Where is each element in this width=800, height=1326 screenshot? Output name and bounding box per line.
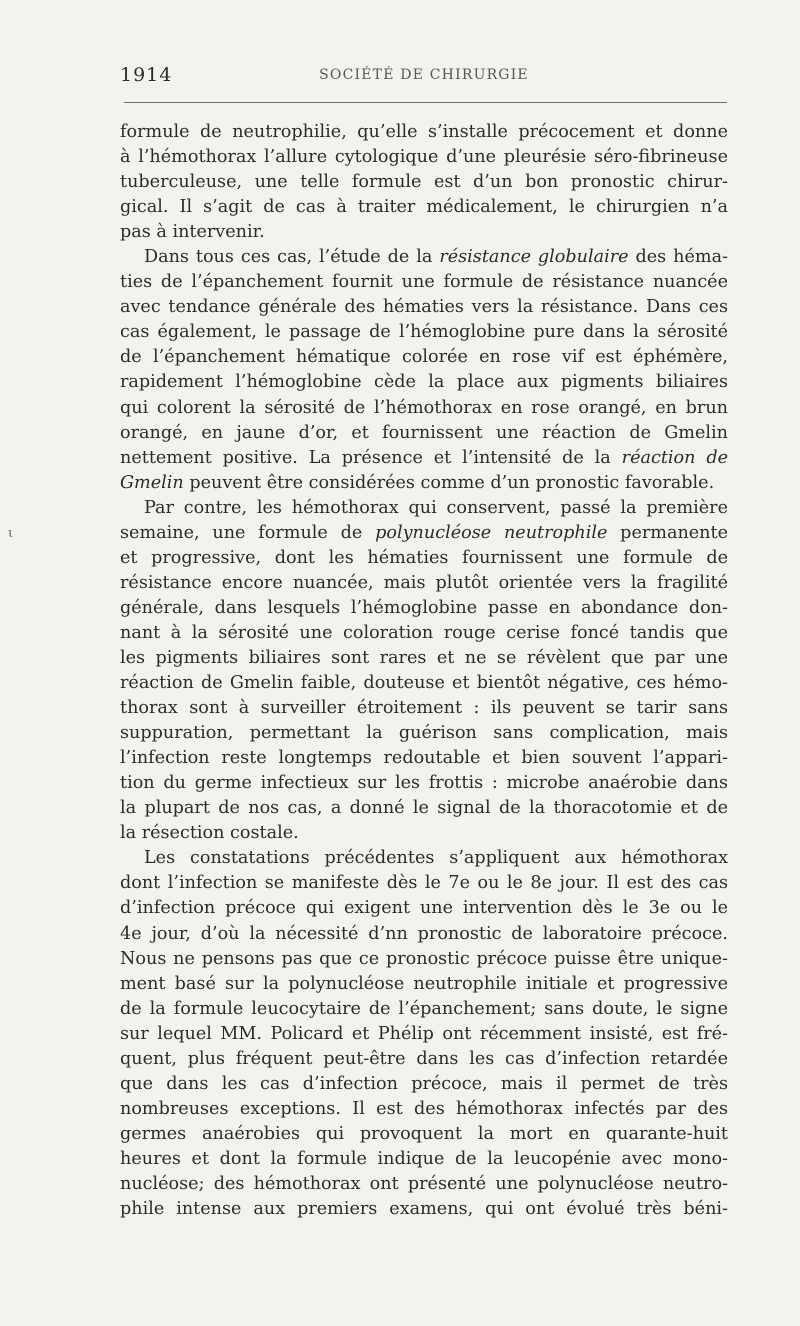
text-line bbox=[120, 796, 728, 821]
text-segment: des héma- bbox=[628, 247, 728, 268]
margin-mark: ι bbox=[8, 526, 14, 541]
text-segment: heures et dont la formule indique de la leucopénie avec mono- bbox=[120, 1148, 728, 1169]
text-line bbox=[120, 270, 728, 295]
text-line bbox=[120, 1072, 728, 1097]
italic-segment: Gmelin bbox=[120, 472, 184, 493]
italic-segment: réaction de bbox=[621, 447, 728, 468]
text-line bbox=[120, 997, 728, 1022]
text-line bbox=[120, 746, 728, 771]
text-line bbox=[120, 922, 728, 947]
text-line bbox=[120, 1022, 728, 1047]
text-line bbox=[120, 1097, 728, 1122]
text-line bbox=[120, 571, 728, 596]
body-text bbox=[120, 120, 728, 1222]
text-line bbox=[120, 345, 728, 370]
text-segment: réaction de Gmelin faible, douteuse et bientôt négative, ces hémo- bbox=[120, 673, 728, 694]
text-segment: l’infection reste longtemps redoutable et bien souvent l’appari- bbox=[120, 748, 728, 769]
text-line bbox=[120, 471, 728, 496]
text-line bbox=[120, 245, 728, 270]
text-segment: ment basé sur la polynucléose neutrophile initiale et progressive bbox=[120, 973, 728, 994]
text-line bbox=[120, 621, 728, 646]
text-line bbox=[120, 1197, 728, 1222]
text-segment: quent, plus fréquent peut-être dans les cas d’infection retardée bbox=[120, 1048, 728, 1069]
text-line bbox=[120, 646, 728, 671]
text-line bbox=[120, 370, 728, 395]
text-segment: rapidement l’hémoglobine cède la place aux pigments biliaires bbox=[120, 372, 728, 393]
text-segment: phile intense aux premiers examens, qui ont évolué très béni- bbox=[120, 1199, 728, 1220]
text-line bbox=[120, 696, 728, 721]
text-segment: la plupart de nos cas, a donné le signal de la thoracotomie et de bbox=[120, 798, 728, 819]
text-segment: Les constatations précédentes s’appliquent aux hémothorax bbox=[144, 848, 728, 869]
text-segment: de l’épanchement hématique colorée en rose vif est éphémère, bbox=[120, 347, 728, 368]
text-line bbox=[120, 721, 728, 746]
text-line bbox=[120, 1147, 728, 1172]
text-segment: cas également, le passage de l’hémoglobine pure dans la sérosité bbox=[120, 322, 728, 343]
text-line bbox=[120, 195, 728, 220]
text-segment: gical. Il s’agit de cas à traiter médicalement, le chirurgien n’a bbox=[120, 197, 728, 218]
text-segment: 4e jour, d’où la nécessité d’nn pronostic de laboratoire précoce. bbox=[120, 923, 728, 944]
text-segment: à l’hémothorax l’allure cytologique d’une pleurésie séro-fibrineuse bbox=[120, 147, 728, 168]
text-line bbox=[120, 446, 728, 471]
text-line bbox=[120, 871, 728, 896]
text-line bbox=[120, 546, 728, 571]
header-rule bbox=[124, 102, 727, 103]
text-segment: que dans les cas d’infection précoce, mais il permet de très bbox=[120, 1073, 728, 1094]
text-segment: de la formule leucocytaire de l’épanchement; sans doute, le signe bbox=[120, 998, 728, 1019]
text-segment: tuberculeuse, une telle formule est d’un bon pronostic chirur- bbox=[120, 172, 728, 193]
text-segment: suppuration, permettant la guérison sans complication, mais bbox=[120, 723, 728, 744]
italic-segment: résistance globulaire bbox=[439, 247, 629, 268]
text-line bbox=[120, 846, 728, 871]
text-segment: tion du germe infectieux sur les frottis : microbe anaérobie dans bbox=[120, 773, 728, 794]
text-segment: résistance encore nuancée, mais plutôt orientée vers la fragilité bbox=[120, 572, 728, 593]
text-segment: pas à intervenir. bbox=[120, 222, 265, 243]
text-line bbox=[120, 220, 728, 245]
text-line bbox=[120, 496, 728, 521]
page-number: 1914 bbox=[120, 64, 173, 86]
text-segment: formule de neutrophilie, qu’elle s’installe précocement et donne bbox=[120, 122, 728, 142]
text-segment: sur lequel MM. Policard et Phélip ont récemment insisté, est fré- bbox=[120, 1023, 728, 1044]
text-line bbox=[120, 972, 728, 997]
text-line bbox=[120, 1047, 728, 1072]
text-segment: d’infection précoce qui exigent une intervention dès le 3e ou le bbox=[120, 898, 728, 919]
text-segment: Nous ne pensons pas que ce pronostic précoce puisse être unique- bbox=[120, 948, 728, 969]
text-segment: la résection costale. bbox=[120, 823, 299, 844]
text-segment: germes anaérobies qui provoquent la mort en quarante-huit bbox=[120, 1123, 728, 1144]
text-line bbox=[120, 947, 728, 972]
text-segment: les pigments biliaires sont rares et ne se révèlent que par une bbox=[120, 647, 728, 668]
text-line bbox=[120, 521, 728, 546]
text-line bbox=[120, 421, 728, 446]
text-line bbox=[120, 396, 728, 421]
text-segment: orangé, en jaune d’or, et fournissent une réaction de Gmelin bbox=[120, 422, 728, 443]
running-head: SOCIÉTÉ DE CHIRURGIE bbox=[319, 67, 529, 83]
italic-segment: polynucléose neutrophile bbox=[375, 522, 608, 543]
text-line bbox=[120, 671, 728, 696]
text-segment: nant à la sérosité une coloration rouge cerise foncé tandis que bbox=[120, 622, 728, 643]
text-segment: ties de l’épanchement fournit une formule de résistance nuancée bbox=[120, 272, 728, 293]
text-segment: qui colorent la sérosité de l’hémothorax en rose orangé, en brun bbox=[120, 397, 728, 418]
text-line bbox=[120, 145, 728, 170]
text-line bbox=[120, 771, 728, 796]
text-segment: et progressive, dont les hématies fournissent une formule de bbox=[120, 547, 728, 568]
text-line bbox=[120, 1172, 728, 1197]
text-segment: dont l’infection se manifeste dès le 7e ou le 8e jour. Il est des cas bbox=[120, 873, 728, 894]
text-segment: nettement positive. La présence et l’intensité de la bbox=[120, 447, 622, 468]
text-line bbox=[120, 896, 728, 921]
text-segment: peuvent être considérées comme d’un pronostic favorable. bbox=[183, 472, 715, 493]
text-segment: thorax sont à surveiller étroitement : ils peuvent se tarir sans bbox=[120, 698, 728, 719]
text-line bbox=[120, 1122, 728, 1147]
text-segment: nombreuses exceptions. Il est des hémothorax infectés par des bbox=[120, 1098, 728, 1119]
text-segment: permanente bbox=[607, 522, 728, 543]
text-segment: Dans tous ces cas, l’étude de la bbox=[144, 247, 440, 268]
text-line bbox=[120, 120, 728, 145]
text-segment: générale, dans lesquels l’hémoglobine passe en abondance don- bbox=[120, 597, 728, 618]
text-line bbox=[120, 170, 728, 195]
text-line bbox=[120, 295, 728, 320]
text-line bbox=[120, 320, 728, 345]
text-segment: Par contre, les hémothorax qui conservent, passé la première bbox=[144, 497, 728, 518]
text-segment: avec tendance générale des hématies vers la résistance. Dans ces bbox=[120, 297, 728, 318]
text-line bbox=[120, 821, 728, 846]
text-segment: nucléose; des hémothorax ont présenté une polynucléose neutro- bbox=[120, 1173, 728, 1194]
text-segment: semaine, une formule de bbox=[120, 522, 376, 543]
page-header bbox=[120, 64, 728, 90]
text-line bbox=[120, 596, 728, 621]
